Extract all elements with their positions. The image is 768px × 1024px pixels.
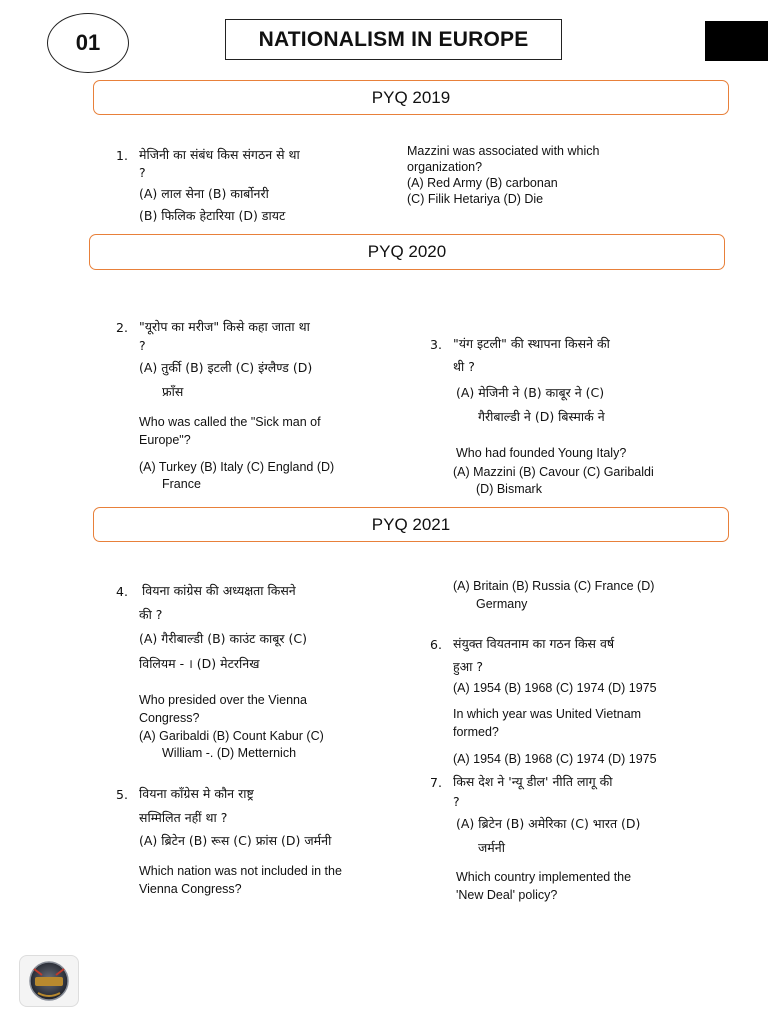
question-english-cont: Vienna Congress? bbox=[139, 882, 242, 896]
question-number: 1. bbox=[116, 148, 128, 163]
shield-emblem-icon bbox=[24, 959, 74, 1003]
question-hindi-cont: हुआ ? bbox=[453, 659, 484, 674]
options-english-cont: (D) Bismark bbox=[476, 482, 542, 496]
options-english: (A) 1954 (B) 1968 (C) 1974 (D) 1975 bbox=[453, 752, 657, 766]
options-english-cont: William -. (D) Metternich bbox=[162, 746, 297, 760]
options-hindi-cont: विलियम - । (D) मेटरनिख bbox=[139, 656, 260, 671]
options-english-cont: France bbox=[162, 477, 201, 491]
options-english: (A) Mazzini (B) Cavour (C) Garibaldi bbox=[453, 465, 654, 479]
question-hindi-cont: ? bbox=[139, 165, 146, 180]
question-number: 2. bbox=[116, 320, 128, 335]
section-pyq-2021: PYQ 2021 bbox=[93, 507, 729, 542]
question-english: In which year was United Vietnam bbox=[453, 707, 642, 721]
question-english: Mazzini was associated with which bbox=[407, 144, 600, 158]
options-english: (A) Britain (B) Russia (C) France (D) bbox=[453, 579, 655, 593]
question-english: Who was called the "Sick man of bbox=[139, 415, 321, 429]
question-hindi: किस देश ने 'न्यू डील' नीति लागू की bbox=[453, 774, 613, 789]
question-english-cont: organization? bbox=[407, 160, 483, 174]
options-hindi: (B) फिलिक हेटारिया (D) डायट bbox=[139, 208, 286, 223]
question-hindi: वियना कांग्रेस की अध्यक्षता किसने bbox=[142, 583, 296, 598]
page-title: NATIONALISM IN EUROPE bbox=[225, 19, 562, 60]
options-english: (A) Red Army (B) carbonan bbox=[407, 176, 558, 190]
question-hindi: संयुक्त वियतनाम का गठन किस वर्ष bbox=[453, 636, 615, 651]
options-hindi-cont: गैरीबाल्डी ने (D) बिस्मार्क ने bbox=[478, 409, 605, 424]
section-pyq-2019: PYQ 2019 bbox=[93, 80, 729, 115]
question-hindi-cont: की ? bbox=[139, 607, 163, 622]
question-hindi: मेजिनी का संबंध किस संगठन से था bbox=[139, 147, 300, 162]
options-hindi-cont: जर्मनी bbox=[478, 840, 505, 855]
options-english: (A) Turkey (B) Italy (C) England (D) bbox=[139, 460, 335, 474]
chapter-number-badge bbox=[47, 13, 129, 73]
question-english: Which country implemented the bbox=[456, 870, 632, 884]
question-hindi-cont: ? bbox=[139, 338, 146, 353]
question-hindi-cont: थी ? bbox=[453, 359, 475, 374]
question-number: 4. bbox=[116, 584, 128, 599]
options-hindi: (A) 1954 (B) 1968 (C) 1974 (D) 1975 bbox=[453, 681, 657, 695]
question-hindi-cont: सम्मिलित नहीं था ? bbox=[139, 810, 228, 825]
question-hindi-cont: ? bbox=[453, 794, 460, 809]
options-hindi: (A) मेजिनी ने (B) काबूर ने (C) bbox=[456, 385, 605, 400]
options-english-cont: Germany bbox=[476, 597, 528, 611]
question-hindi: वियना काँग्रेस मे कौन राष्ट्र bbox=[139, 786, 254, 801]
question-english: Who had founded Young Italy? bbox=[456, 446, 627, 460]
question-number: 6. bbox=[430, 637, 442, 652]
question-english-cont: Congress? bbox=[139, 711, 200, 725]
options-hindi: (A) गैरीबाल्डी (B) काउंट काबूर (C) bbox=[139, 631, 307, 646]
section-pyq-2020: PYQ 2020 bbox=[89, 234, 725, 270]
question-english: Which nation was not included in the bbox=[139, 864, 342, 878]
brand-logo bbox=[19, 955, 79, 1007]
options-hindi-cont: फ्राँस bbox=[162, 384, 184, 399]
question-english: Who presided over the Vienna bbox=[139, 693, 307, 707]
options-hindi: (A) ब्रिटेन (B) रूस (C) फ्रांस (D) जर्मनी bbox=[139, 833, 332, 848]
question-hindi: "यूरोप का मरीज" किसे कहा जाता था bbox=[139, 319, 310, 334]
question-english-cont: Europe"? bbox=[139, 433, 191, 447]
question-hindi: "यंग इटली" की स्थापना किसने की bbox=[453, 336, 610, 351]
question-english-cont: 'New Deal' policy? bbox=[456, 888, 558, 902]
question-number: 3. bbox=[430, 337, 442, 352]
options-hindi: (A) ब्रिटेन (B) अमेरिका (C) भारत (D) bbox=[456, 816, 641, 831]
options-english: (A) Garibaldi (B) Count Kabur (C) bbox=[139, 729, 324, 743]
question-english-cont: formed? bbox=[453, 725, 499, 739]
options-hindi: (A) तुर्की (B) इटली (C) इंग्लैण्ड (D) bbox=[139, 360, 313, 375]
options-hindi: (A) लाल सेना (B) कार्बोनरी bbox=[139, 186, 269, 201]
question-number: 5. bbox=[116, 787, 128, 802]
redaction-block bbox=[705, 21, 768, 61]
chapter-number: 01 bbox=[75, 30, 101, 55]
options-english: (C) Filik Hetariya (D) Die bbox=[407, 192, 544, 206]
question-number: 7. bbox=[430, 775, 442, 790]
